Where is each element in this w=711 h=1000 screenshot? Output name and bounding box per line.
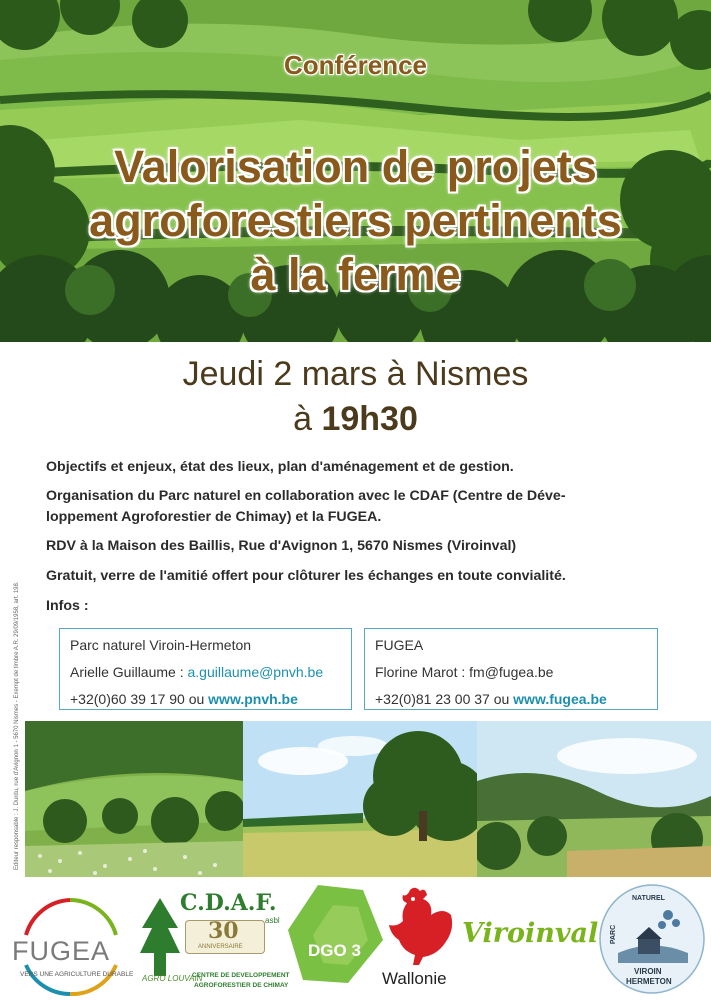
fugea-logo xyxy=(8,890,133,1000)
photo-strip xyxy=(25,721,711,877)
info-venue: RDV à la Maison des Baillis, Rue d'Avignon 1, 5670 Nismes (Viroinval) xyxy=(46,538,517,554)
cdaf-subtitle-2: AGROFORESTIER DE CHIMAY xyxy=(194,982,289,989)
parc-naturel-logo xyxy=(598,883,706,995)
parc-bottom-label-1: VIROIN xyxy=(634,967,662,976)
title-line-1: Valorisation de projets xyxy=(114,141,597,192)
cdaf-name: C.D.A.F. xyxy=(180,890,277,916)
viroinval-label: Viroinval xyxy=(462,918,599,949)
event-description xyxy=(46,456,686,625)
event-date: Jeudi 2 mars à Nismes xyxy=(182,355,529,393)
contact-box-pnvh xyxy=(59,628,352,710)
contact-website-link[interactable]: www.fugea.be xyxy=(513,691,607,707)
anniversary-number: 30 xyxy=(208,918,239,944)
contact-phone-number: +32(0)81 23 00 37 ou xyxy=(375,691,514,707)
photo-tree-field xyxy=(243,721,477,877)
dgo3-logo xyxy=(288,885,383,985)
contact-person xyxy=(375,659,647,686)
partner-logos xyxy=(0,880,711,1000)
contact-website-link[interactable]: www.pnvh.be xyxy=(208,691,298,707)
wallonie-label: Wallonie xyxy=(382,969,447,988)
time-value: 19h30 xyxy=(321,400,418,438)
contact-phone xyxy=(375,686,647,713)
parc-bottom-label-2: HERMETON xyxy=(626,977,672,986)
info-organisation-line1: Organisation du Parc naturel en collaboration avec le CDAF (Centre de Déve- xyxy=(46,488,566,504)
contact-email-link[interactable]: fm@fugea.be xyxy=(469,664,554,680)
contact-phone-number: +32(0)60 39 17 90 ou xyxy=(70,691,209,707)
fugea-name: FUGEA xyxy=(12,936,111,966)
contact-email-link[interactable]: a.guillaume@pnvh.be xyxy=(187,664,324,680)
fugea-tagline: VERS UNE AGRICULTURE DURABLE xyxy=(20,971,134,978)
agrolouvain-label: AGRO LOUVAIN xyxy=(142,974,203,983)
cdaf-asbl: asbl xyxy=(265,916,280,925)
anniversary-label: ANNIVERSAIRE xyxy=(198,944,243,950)
event-title xyxy=(0,140,711,302)
viroinval-logo xyxy=(462,918,602,958)
tree-icon xyxy=(140,898,180,978)
cdaf-subtitle-1: CENTRE DE DEVELOPPEMENT xyxy=(192,972,290,979)
info-price: Gratuit, verre de l'amitié offert pour clôturer les échanges en toute convialité. xyxy=(46,568,566,584)
parc-top-label: NATUREL xyxy=(632,895,665,902)
info-organisation-line2: loppement Agroforestier de Chimay) et la FUGEA. xyxy=(46,509,382,525)
time-prefix: à xyxy=(293,400,322,438)
dgo-label: DGO 3 xyxy=(308,941,361,960)
rooster-icon xyxy=(385,885,455,965)
wallonie-logo xyxy=(380,885,460,995)
conference-kicker: Conférence xyxy=(283,50,428,80)
publisher-note: Editeur responsable : J. Durdu, rue d'Avignon 1 - 5670 Nismes - Exempt de timbre A.R. 29/09/1958, art. 198. xyxy=(14,581,20,870)
cdaf-logo xyxy=(140,888,290,1000)
contact-phone xyxy=(70,686,341,713)
hero-banner xyxy=(0,0,711,342)
contact-person xyxy=(70,659,341,686)
photo-hills-valley xyxy=(477,721,711,877)
contact-person-name: Arielle Guillaume : xyxy=(70,664,188,680)
title-line-2: agroforestiers pertinents xyxy=(89,195,622,246)
contact-org: Parc naturel Viroin-Hermeton xyxy=(70,637,252,653)
parc-left-label: PARC xyxy=(610,924,618,945)
contact-box-fugea xyxy=(364,628,658,710)
info-organisation xyxy=(46,486,686,528)
title-line-3: à la ferme xyxy=(250,249,461,300)
contact-org: FUGEA xyxy=(375,637,424,653)
info-objectives: Objectifs et enjeux, état des lieux, plan d'aménagement et de gestion. xyxy=(46,459,514,475)
photo-orchard-meadow xyxy=(25,721,243,877)
event-time xyxy=(0,400,711,439)
info-label: Infos : xyxy=(46,598,89,614)
contact-person-name: Florine Marot : xyxy=(375,664,470,680)
